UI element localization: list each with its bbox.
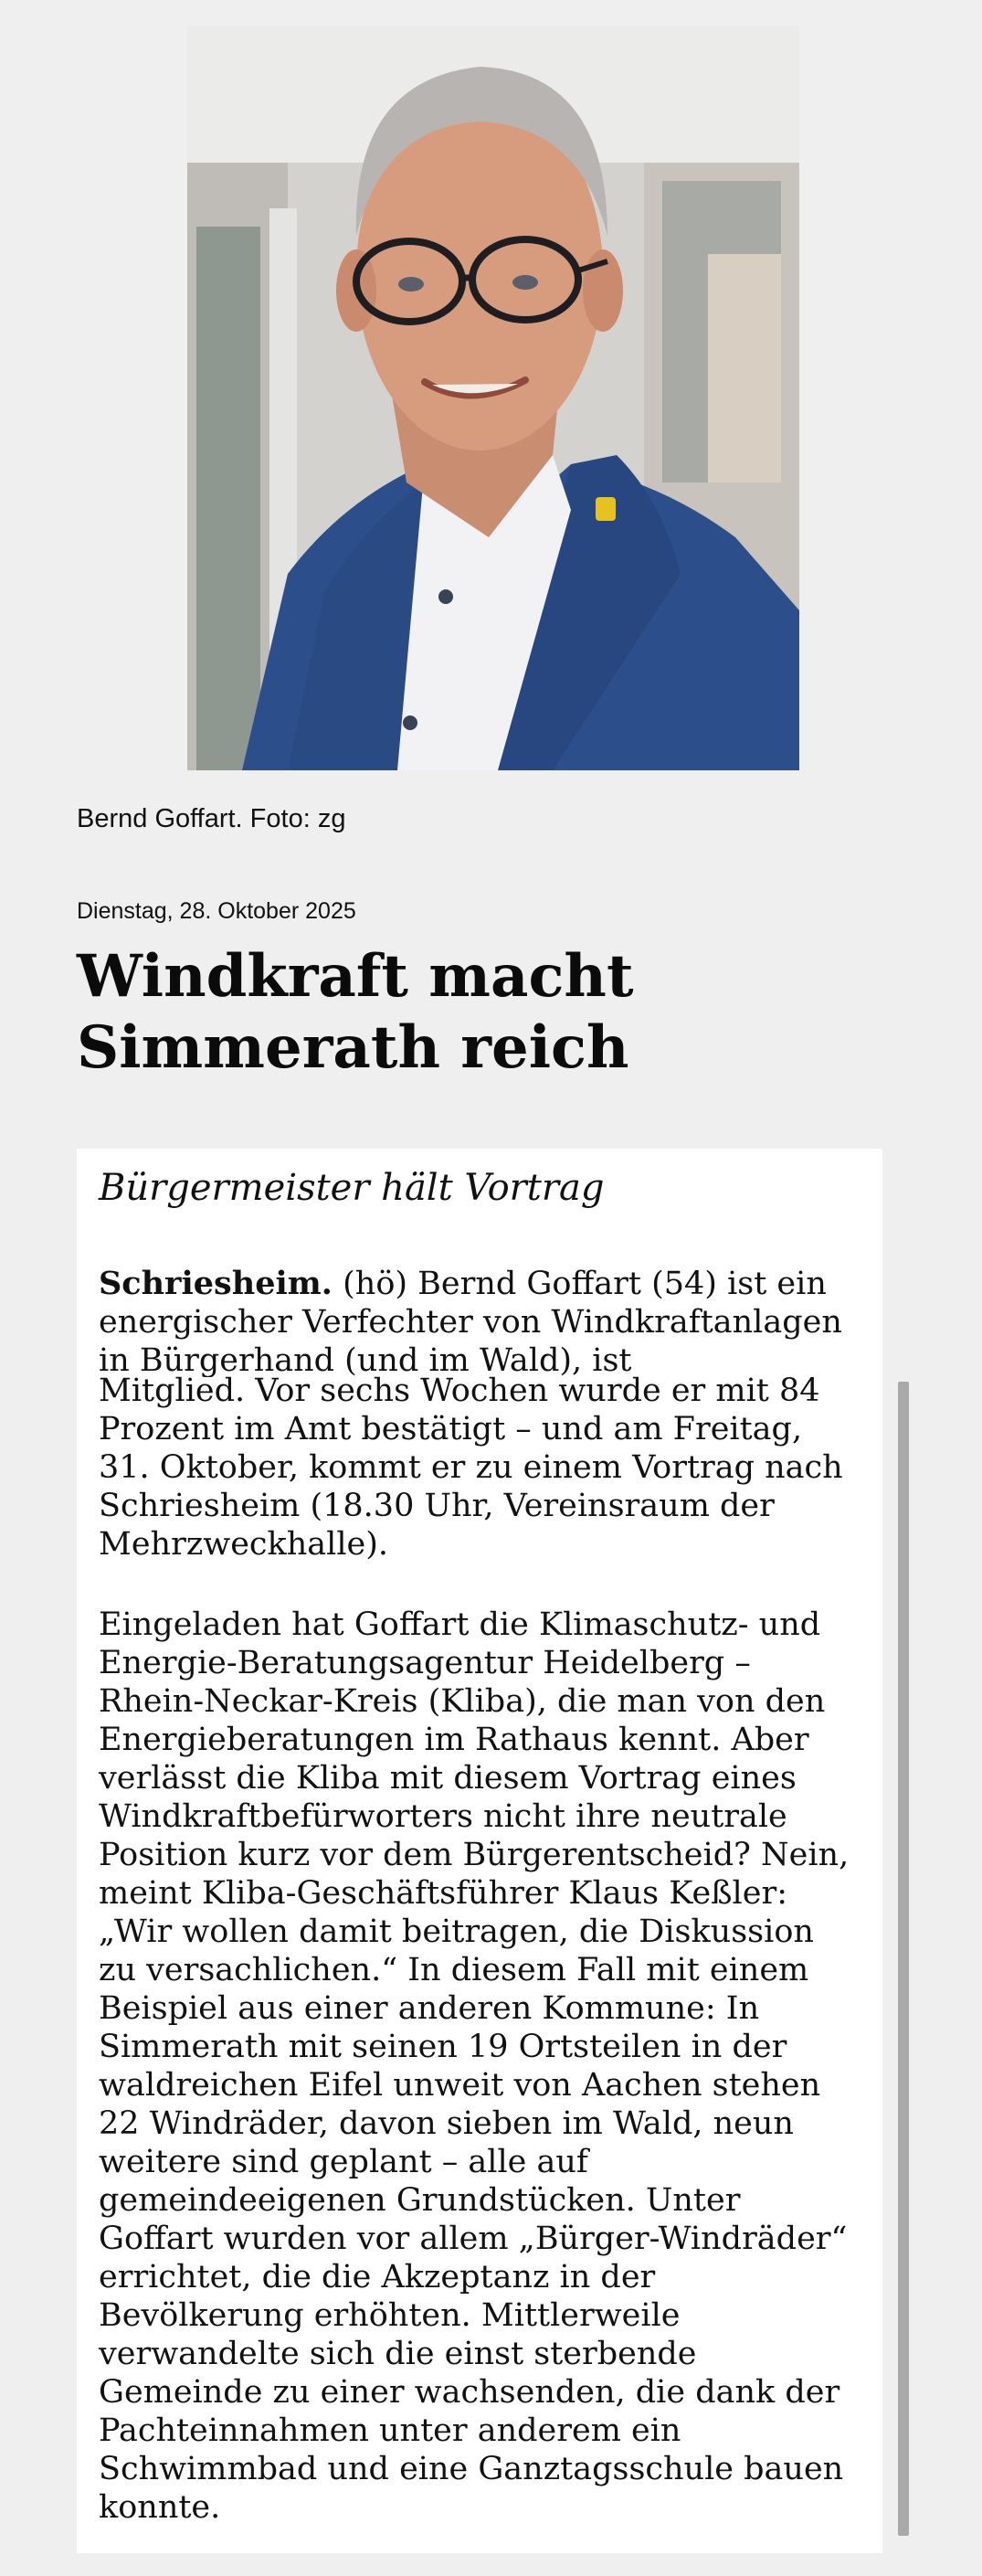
article-headline <box>77 941 899 1084</box>
paragraph-1-continued: Mitglied. Vor sechs Wochen wurde er mit 84 Prozent im Amt bestätigt – und am Freitag, 31. Oktober, kommt er zu einem Vortrag nach Schriesheim (18.30 Uhr, Vereinsraum der Mehrzweckhalle). <box>99 1373 843 1563</box>
article-subheadline: Bürgermeister hält Vortrag <box>99 1167 605 1209</box>
article-paragraph-1-continued <box>99 1370 857 1571</box>
article-date: Dienstag, 28. Oktober 2025 <box>77 898 356 924</box>
article-body-card[interactable] <box>77 1149 882 2553</box>
vertical-scrollbar[interactable] <box>898 1382 909 2536</box>
article-paragraph-1 <box>99 1265 857 1377</box>
article-photo <box>187 26 799 770</box>
headline-line-1: Windkraft macht <box>77 942 634 1011</box>
paragraph-1-continued-text <box>99 1370 857 1564</box>
paragraph-1-start: (hö) Bernd Goffart (54) ist ein energischer Verfechter von Windkraftanlagen in Bürgerhand (und im Wald), ist <box>99 1266 842 1377</box>
photo-caption: Bernd Goffart. Foto: zg <box>77 804 346 833</box>
headline-line-2: Simmerath reich <box>77 1013 629 1082</box>
lead-location: Schriesheim. <box>99 1265 333 1302</box>
portrait-image <box>187 26 799 770</box>
article-paragraph-2: Eingeladen hat Goffart die Klimaschutz- und Energie-Beratungsagentur Heidelberg – Rhein-Neckar-Kreis (Kliba), die man von den Energieberatungen im Rathaus kennt. Aber verlässt die Kliba mit diesem Vortrag eines Windkraftbefürworters nicht ihre neutrale Position kurz vor dem Bürgerentscheid? Nein, meint Kliba-Geschäftsführer Klaus Keßler: „Wir wollen damit beitragen, die Diskussion zu versachlichen.“ In diesem Fall mit einem Beispiel aus einer anderen Kommune: In Simmerath mit seinen 19 Ortsteilen in der waldreichen Eifel unweit von Aachen stehen 22 Windräder, davon sieben im Wald, neun weitere sind geplant – alle auf gemeindeeigenen Grundstücken. Unter Goffart wurden vor allem „Bürger-Windräder“ errichtet, die die Akzeptanz in der Bevölkerung erhöhten. Mittlerweile verwandelte sich die einst sterbende Gemeinde zu einer wachsenden, die dank der Pachteinnahmen unter anderem ein Schwimmbad und eine Ganztagsschule bauen konnte. <box>99 1606 850 2526</box>
